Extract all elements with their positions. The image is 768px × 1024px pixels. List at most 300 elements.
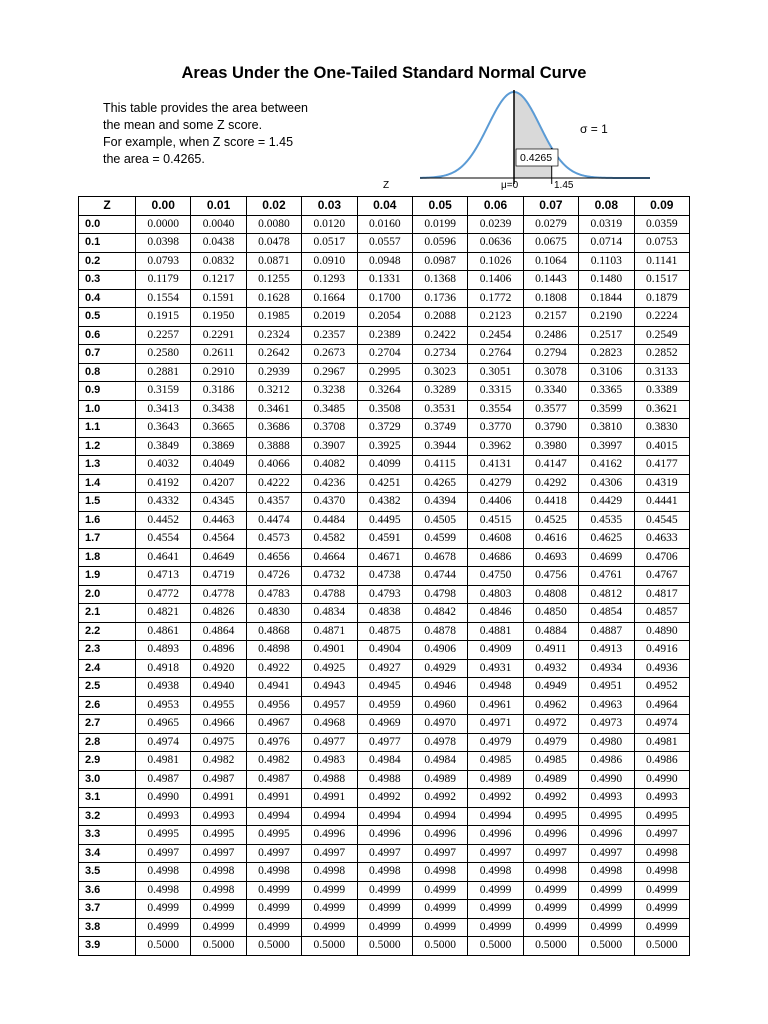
area-cell: 0.4998: [357, 863, 412, 882]
area-cell: 0.4744: [412, 567, 467, 586]
area-cell: 0.4972: [523, 715, 578, 734]
area-cell: 0.4997: [634, 826, 689, 845]
area-cell: 0.4842: [412, 604, 467, 623]
area-cell: 0.4767: [634, 567, 689, 586]
column-header: 0.07: [523, 197, 578, 216]
area-cell: 0.3413: [136, 400, 191, 419]
table-row: [79, 807, 690, 826]
area-cell: 0.4992: [412, 789, 467, 808]
area-cell: 0.4991: [191, 789, 246, 808]
area-cell: 0.1293: [302, 271, 357, 290]
z-value-cell: 2.9: [79, 752, 136, 771]
area-cell: 0.4732: [302, 567, 357, 586]
table-row: [79, 363, 690, 382]
area-cell: 0.4973: [579, 715, 634, 734]
area-cell: 0.4946: [412, 678, 467, 697]
area-cell: 0.4943: [302, 678, 357, 697]
area-cell: 0.0910: [302, 252, 357, 271]
area-cell: 0.4783: [246, 585, 301, 604]
area-cell: 0.1844: [579, 289, 634, 308]
area-cell: 0.4554: [136, 530, 191, 549]
area-cell: 0.1517: [634, 271, 689, 290]
area-label: 0.4265: [520, 152, 553, 164]
area-cell: 0.2123: [468, 308, 523, 327]
area-cell: 0.4693: [523, 548, 578, 567]
area-cell: 0.4846: [468, 604, 523, 623]
area-cell: 0.4997: [302, 844, 357, 863]
area-cell: 0.4999: [634, 900, 689, 919]
area-cell: 0.4406: [468, 493, 523, 512]
table-row: [79, 567, 690, 586]
area-cell: 0.4162: [579, 456, 634, 475]
area-cell: 0.0478: [246, 234, 301, 253]
area-cell: 0.4994: [468, 807, 523, 826]
z-value-cell: 2.0: [79, 585, 136, 604]
table-row: [79, 326, 690, 345]
table-row: [79, 308, 690, 327]
area-cell: 0.4525: [523, 511, 578, 530]
area-cell: 0.4706: [634, 548, 689, 567]
area-cell: 0.1950: [191, 308, 246, 327]
area-cell: 0.4394: [412, 493, 467, 512]
z-value-cell: 3.9: [79, 937, 136, 956]
area-cell: 0.4671: [357, 548, 412, 567]
area-cell: 0.4999: [579, 900, 634, 919]
area-cell: 0.2190: [579, 308, 634, 327]
area-cell: 0.2852: [634, 345, 689, 364]
area-cell: 0.0675: [523, 234, 578, 253]
area-cell: 0.0160: [357, 215, 412, 234]
area-cell: 0.0000: [136, 215, 191, 234]
area-cell: 0.4999: [246, 900, 301, 919]
area-cell: 0.4999: [136, 918, 191, 937]
table-row: [79, 752, 690, 771]
area-cell: 0.4985: [523, 752, 578, 771]
area-cell: 0.0040: [191, 215, 246, 234]
area-cell: 0.4251: [357, 474, 412, 493]
area-cell: 0.4952: [634, 678, 689, 697]
area-cell: 0.2257: [136, 326, 191, 345]
area-cell: 0.0714: [579, 234, 634, 253]
area-cell: 0.4981: [136, 752, 191, 771]
z-value-cell: 2.1: [79, 604, 136, 623]
z-value-cell: 2.3: [79, 641, 136, 660]
area-cell: 0.1591: [191, 289, 246, 308]
area-cell: 0.4997: [579, 844, 634, 863]
z-value-cell: 0.9: [79, 382, 136, 401]
area-cell: 0.2054: [357, 308, 412, 327]
area-cell: 0.4884: [523, 622, 578, 641]
mu-label: μ=0: [501, 180, 519, 191]
area-cell: 0.4999: [191, 918, 246, 937]
area-cell: 0.4998: [136, 881, 191, 900]
area-cell: 0.4994: [357, 807, 412, 826]
area-cell: 0.5000: [468, 937, 523, 956]
area-cell: 0.4236: [302, 474, 357, 493]
area-cell: 0.2422: [412, 326, 467, 345]
area-cell: 0.0279: [523, 215, 578, 234]
area-cell: 0.4591: [357, 530, 412, 549]
column-header: 0.08: [579, 197, 634, 216]
area-cell: 0.4463: [191, 511, 246, 530]
area-cell: 0.4999: [191, 900, 246, 919]
z-value-cell: 3.0: [79, 770, 136, 789]
z-value-cell: 0.8: [79, 363, 136, 382]
table-row: [79, 881, 690, 900]
area-cell: 0.0948: [357, 252, 412, 271]
area-cell: 0.4778: [191, 585, 246, 604]
column-header: 0.00: [136, 197, 191, 216]
z-value-cell: 2.8: [79, 733, 136, 752]
area-cell: 0.4505: [412, 511, 467, 530]
area-cell: 0.3962: [468, 437, 523, 456]
area-cell: 0.4998: [302, 863, 357, 882]
area-cell: 0.4994: [412, 807, 467, 826]
area-cell: 0.3830: [634, 419, 689, 438]
z-value-cell: 1.1: [79, 419, 136, 438]
area-cell: 0.5000: [246, 937, 301, 956]
area-cell: 0.4564: [191, 530, 246, 549]
area-cell: 0.4932: [523, 659, 578, 678]
area-cell: 0.3708: [302, 419, 357, 438]
table-row: [79, 234, 690, 253]
area-cell: 0.4808: [523, 585, 578, 604]
table-row: [79, 252, 690, 271]
z-value-cell: 1.3: [79, 456, 136, 475]
area-cell: 0.1255: [246, 271, 301, 290]
area-cell: 0.4817: [634, 585, 689, 604]
area-cell: 0.4608: [468, 530, 523, 549]
z-value-cell: 3.8: [79, 918, 136, 937]
column-header: 0.01: [191, 197, 246, 216]
area-cell: 0.4966: [191, 715, 246, 734]
area-cell: 0.0832: [191, 252, 246, 271]
area-cell: 0.4788: [302, 585, 357, 604]
area-cell: 0.0239: [468, 215, 523, 234]
area-cell: 0.4976: [246, 733, 301, 752]
area-cell: 0.2642: [246, 345, 301, 364]
area-cell: 0.4875: [357, 622, 412, 641]
area-cell: 0.4977: [302, 733, 357, 752]
area-cell: 0.3686: [246, 419, 301, 438]
area-cell: 0.4357: [246, 493, 301, 512]
area-cell: 0.4793: [357, 585, 412, 604]
z-value-label: 1.45: [554, 180, 574, 191]
area-cell: 0.4936: [634, 659, 689, 678]
area-cell: 0.4997: [523, 844, 578, 863]
area-cell: 0.3133: [634, 363, 689, 382]
area-cell: 0.1026: [468, 252, 523, 271]
area-cell: 0.4998: [634, 863, 689, 882]
area-cell: 0.2881: [136, 363, 191, 382]
area-cell: 0.0753: [634, 234, 689, 253]
area-cell: 0.3869: [191, 437, 246, 456]
area-cell: 0.1736: [412, 289, 467, 308]
area-cell: 0.4798: [412, 585, 467, 604]
area-cell: 0.5000: [412, 937, 467, 956]
area-cell: 0.3980: [523, 437, 578, 456]
area-cell: 0.4993: [191, 807, 246, 826]
table-row: [79, 696, 690, 715]
area-cell: 0.4998: [634, 844, 689, 863]
area-cell: 0.2486: [523, 326, 578, 345]
area-cell: 0.4999: [523, 900, 578, 919]
area-cell: 0.4941: [246, 678, 301, 697]
table-row: [79, 530, 690, 549]
area-cell: 0.2357: [302, 326, 357, 345]
area-cell: 0.1700: [357, 289, 412, 308]
area-cell: 0.4913: [579, 641, 634, 660]
area-cell: 0.4997: [246, 844, 301, 863]
table-row: [79, 844, 690, 863]
area-cell: 0.3238: [302, 382, 357, 401]
z-label: Z: [383, 180, 390, 191]
intro-line-3: For example, when Z score = 1.45: [103, 135, 294, 149]
area-cell: 0.2611: [191, 345, 246, 364]
area-cell: 0.5000: [191, 937, 246, 956]
z-value-cell: 0.3: [79, 271, 136, 290]
area-cell: 0.4838: [357, 604, 412, 623]
area-cell: 0.4535: [579, 511, 634, 530]
z-value-cell: 1.4: [79, 474, 136, 493]
area-cell: 0.0438: [191, 234, 246, 253]
area-cell: 0.4664: [302, 548, 357, 567]
area-cell: 0.4429: [579, 493, 634, 512]
area-cell: 0.4452: [136, 511, 191, 530]
z-value-cell: 2.2: [79, 622, 136, 641]
area-cell: 0.4983: [302, 752, 357, 771]
area-cell: 0.4984: [357, 752, 412, 771]
table-row: [79, 382, 690, 401]
area-cell: 0.4980: [579, 733, 634, 752]
column-header: 0.09: [634, 197, 689, 216]
table-row: [79, 548, 690, 567]
table-row: [79, 641, 690, 660]
area-cell: 0.4938: [136, 678, 191, 697]
area-cell: 0.2019: [302, 308, 357, 327]
area-cell: 0.4999: [246, 881, 301, 900]
area-cell: 0.3315: [468, 382, 523, 401]
area-cell: 0.4986: [634, 752, 689, 771]
area-cell: 0.4207: [191, 474, 246, 493]
area-cell: 0.4967: [246, 715, 301, 734]
area-cell: 0.4934: [579, 659, 634, 678]
area-cell: 0.3577: [523, 400, 578, 419]
page-title: Areas Under the One-Tailed Standard Normal Curve: [181, 64, 587, 82]
area-cell: 0.4641: [136, 548, 191, 567]
area-cell: 0.4633: [634, 530, 689, 549]
area-cell: 0.4977: [357, 733, 412, 752]
area-cell: 0.3925: [357, 437, 412, 456]
area-cell: 0.4761: [579, 567, 634, 586]
area-cell: 0.4994: [246, 807, 301, 826]
area-cell: 0.4147: [523, 456, 578, 475]
area-cell: 0.2389: [357, 326, 412, 345]
area-cell: 0.4996: [357, 826, 412, 845]
area-cell: 0.0596: [412, 234, 467, 253]
area-cell: 0.1141: [634, 252, 689, 271]
area-cell: 0.1985: [246, 308, 301, 327]
z-value-cell: 2.7: [79, 715, 136, 734]
area-cell: 0.2910: [191, 363, 246, 382]
area-cell: 0.4999: [523, 918, 578, 937]
area-cell: 0.4982: [191, 752, 246, 771]
sigma-label: σ = 1: [580, 122, 608, 136]
area-cell: 0.4948: [468, 678, 523, 697]
area-cell: 0.4996: [468, 826, 523, 845]
area-cell: 0.3790: [523, 419, 578, 438]
z-value-cell: 0.2: [79, 252, 136, 271]
area-cell: 0.1368: [412, 271, 467, 290]
area-cell: 0.3554: [468, 400, 523, 419]
intro-line-4: the area = 0.4265.: [103, 152, 205, 166]
area-cell: 0.4945: [357, 678, 412, 697]
area-cell: 0.0517: [302, 234, 357, 253]
area-cell: 0.4999: [579, 918, 634, 937]
area-cell: 0.4772: [136, 585, 191, 604]
area-cell: 0.3944: [412, 437, 467, 456]
area-cell: 0.1808: [523, 289, 578, 308]
area-cell: 0.4719: [191, 567, 246, 586]
area-cell: 0.2517: [579, 326, 634, 345]
area-cell: 0.4988: [357, 770, 412, 789]
area-cell: 0.4999: [579, 881, 634, 900]
table-row: [79, 789, 690, 808]
table-row: [79, 437, 690, 456]
area-cell: 0.1554: [136, 289, 191, 308]
area-cell: 0.4887: [579, 622, 634, 641]
area-cell: 0.0120: [302, 215, 357, 234]
area-cell: 0.4979: [523, 733, 578, 752]
area-cell: 0.4279: [468, 474, 523, 493]
area-cell: 0.4904: [357, 641, 412, 660]
area-cell: 0.4991: [302, 789, 357, 808]
area-cell: 0.4756: [523, 567, 578, 586]
area-cell: 0.4987: [191, 770, 246, 789]
area-cell: 0.4985: [468, 752, 523, 771]
area-cell: 0.2704: [357, 345, 412, 364]
area-cell: 0.3749: [412, 419, 467, 438]
area-cell: 0.4989: [412, 770, 467, 789]
z-value-cell: 3.2: [79, 807, 136, 826]
table-row: [79, 604, 690, 623]
z-value-cell: 1.8: [79, 548, 136, 567]
area-cell: 0.4995: [634, 807, 689, 826]
area-cell: 0.4616: [523, 530, 578, 549]
area-cell: 0.4998: [246, 863, 301, 882]
area-cell: 0.3438: [191, 400, 246, 419]
area-cell: 0.4032: [136, 456, 191, 475]
area-cell: 0.1331: [357, 271, 412, 290]
area-cell: 0.4999: [246, 918, 301, 937]
area-cell: 0.4332: [136, 493, 191, 512]
area-cell: 0.3621: [634, 400, 689, 419]
area-cell: 0.3389: [634, 382, 689, 401]
area-cell: 0.3106: [579, 363, 634, 382]
area-cell: 0.4987: [246, 770, 301, 789]
area-cell: 0.4854: [579, 604, 634, 623]
table-row: [79, 826, 690, 845]
area-cell: 0.4319: [634, 474, 689, 493]
z-value-cell: 0.0: [79, 215, 136, 234]
area-cell: 0.4999: [468, 881, 523, 900]
area-cell: 0.4099: [357, 456, 412, 475]
area-cell: 0.4996: [412, 826, 467, 845]
z-value-cell: 3.3: [79, 826, 136, 845]
area-cell: 0.2454: [468, 326, 523, 345]
area-cell: 0.3770: [468, 419, 523, 438]
area-cell: 0.4984: [412, 752, 467, 771]
area-cell: 0.4826: [191, 604, 246, 623]
area-cell: 0.1179: [136, 271, 191, 290]
area-cell: 0.4495: [357, 511, 412, 530]
area-cell: 0.4968: [302, 715, 357, 734]
area-cell: 0.4959: [357, 696, 412, 715]
area-cell: 0.2673: [302, 345, 357, 364]
table-row: [79, 715, 690, 734]
area-cell: 0.3023: [412, 363, 467, 382]
area-cell: 0.4969: [357, 715, 412, 734]
area-cell: 0.2823: [579, 345, 634, 364]
area-cell: 0.5000: [357, 937, 412, 956]
area-cell: 0.2291: [191, 326, 246, 345]
area-cell: 0.5000: [634, 937, 689, 956]
area-cell: 0.3643: [136, 419, 191, 438]
area-cell: 0.4131: [468, 456, 523, 475]
area-cell: 0.3186: [191, 382, 246, 401]
table-body: [79, 215, 690, 955]
area-cell: 0.4998: [523, 863, 578, 882]
area-cell: 0.4850: [523, 604, 578, 623]
area-cell: 0.4995: [523, 807, 578, 826]
normal-curve-figure: [380, 86, 660, 194]
area-cell: 0.4049: [191, 456, 246, 475]
area-cell: 0.4906: [412, 641, 467, 660]
area-cell: 0.2580: [136, 345, 191, 364]
area-cell: 0.4999: [136, 900, 191, 919]
area-cell: 0.4649: [191, 548, 246, 567]
area-cell: 0.2157: [523, 308, 578, 327]
area-cell: 0.4898: [246, 641, 301, 660]
area-cell: 0.4878: [412, 622, 467, 641]
area-cell: 0.4545: [634, 511, 689, 530]
table-row: [79, 289, 690, 308]
area-cell: 0.4999: [412, 900, 467, 919]
area-cell: 0.4265: [412, 474, 467, 493]
area-cell: 0.0319: [579, 215, 634, 234]
area-cell: 0.4988: [302, 770, 357, 789]
column-header: 0.05: [412, 197, 467, 216]
area-cell: 0.4963: [579, 696, 634, 715]
area-cell: 0.4998: [579, 863, 634, 882]
area-cell: 0.4995: [191, 826, 246, 845]
area-cell: 0.2734: [412, 345, 467, 364]
area-cell: 0.4656: [246, 548, 301, 567]
area-cell: 0.4370: [302, 493, 357, 512]
area-cell: 0.4999: [302, 881, 357, 900]
area-cell: 0.4987: [136, 770, 191, 789]
area-cell: 0.3599: [579, 400, 634, 419]
area-cell: 0.2088: [412, 308, 467, 327]
area-cell: 0.4713: [136, 567, 191, 586]
table-row: [79, 493, 690, 512]
area-cell: 0.0987: [412, 252, 467, 271]
table-row: [79, 622, 690, 641]
area-cell: 0.4999: [412, 918, 467, 937]
area-cell: 0.4306: [579, 474, 634, 493]
area-cell: 0.4909: [468, 641, 523, 660]
table-row: [79, 400, 690, 419]
